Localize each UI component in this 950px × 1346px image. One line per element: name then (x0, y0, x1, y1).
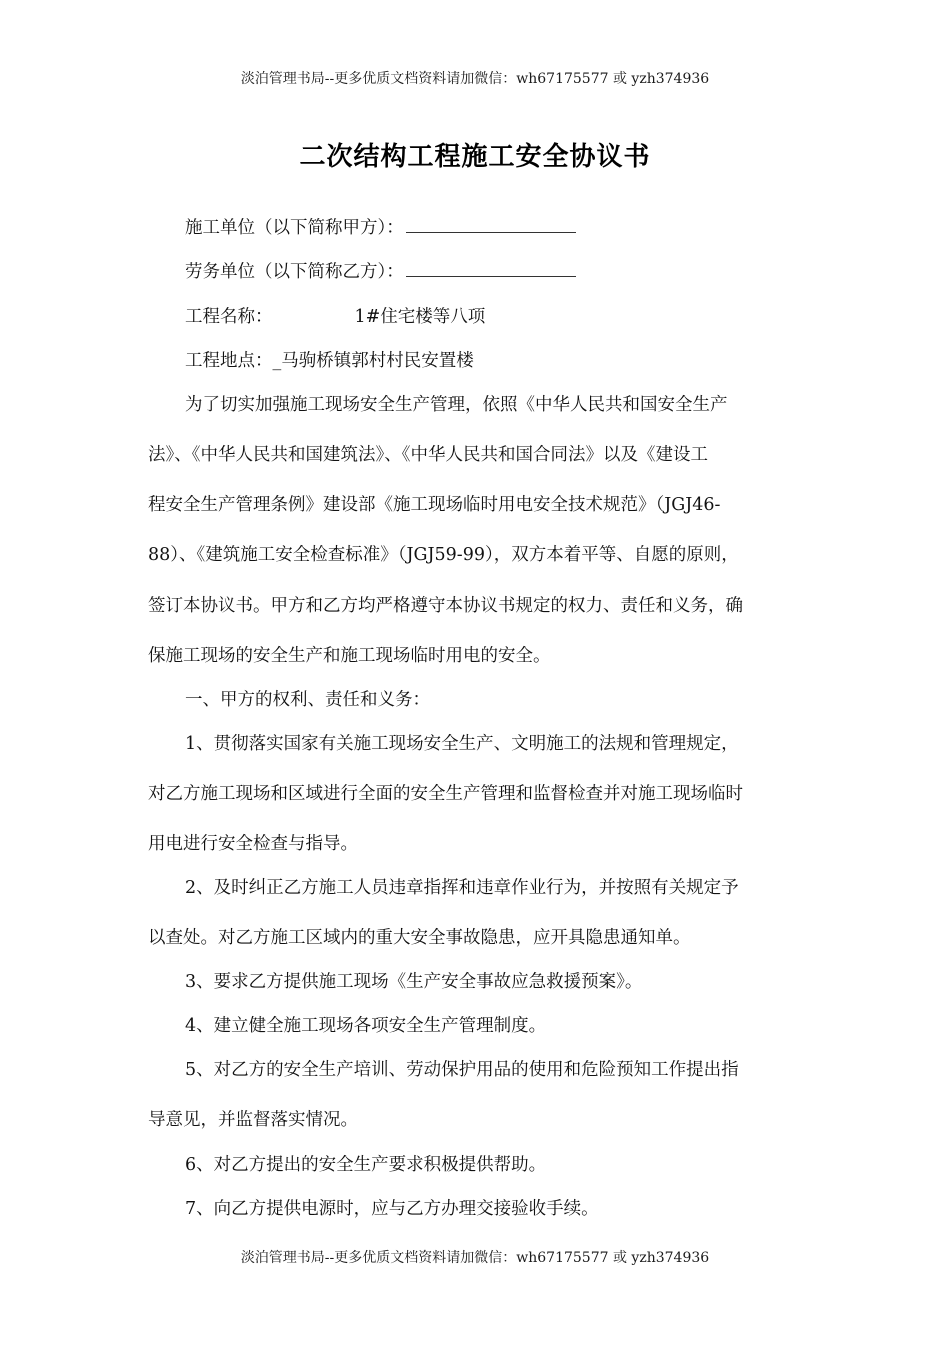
party-a-label: 施工单位（以下简称甲方）： (185, 218, 404, 238)
section-heading: 一、甲方的权利、责任和义务： (185, 690, 430, 710)
party-b-blank (406, 262, 576, 277)
intro-line: 为了切实加强施工现场安全生产管理，依照《中华人民共和国安全生产 (185, 395, 728, 415)
item-line: 6、对乙方提出的安全生产要求积极提供帮助。 (185, 1155, 547, 1175)
item-line: 5、对乙方的安全生产培训、劳动保护用品的使用和危险预知工作提出指 (185, 1060, 739, 1080)
intro-line: 法》、《中华人民共和国建筑法》、《中华人民共和国合同法》以及《建设工 (148, 445, 708, 465)
party-b-label: 劳务单位（以下简称乙方）： (185, 262, 404, 282)
item-line: 以查处。对乙方施工区域内的重大安全事故隐患，应开具隐患通知单。 (148, 928, 691, 948)
intro-line: 程安全生产管理条例》建设部《施工现场临时用电安全技术规范》（JGJ46- (148, 495, 721, 515)
item-line: 3、要求乙方提供施工现场《生产安全事故应急救援预案》。 (185, 972, 643, 992)
item-line: 用电进行安全检查与指导。 (148, 834, 358, 854)
item-line: 7、向乙方提供电源时，应与乙方办理交接验收手续。 (185, 1199, 599, 1219)
document-title: 二次结构工程施工安全协议书 (299, 142, 651, 172)
intro-line: 88）、《建筑施工安全检查标准》（JGJ59-99），双方本着平等、自愿的原则， (148, 545, 739, 565)
page-footer: 淡泊管理书局--更多优质文档资料请加微信：wh67175577 或 yzh374936 (240, 1250, 710, 1266)
project-name-field (185, 305, 485, 329)
item-line: 4、建立健全施工现场各项安全生产管理制度。 (185, 1016, 547, 1036)
party-a-blank (406, 218, 576, 233)
project-name-label: 工程名称： (185, 307, 273, 327)
item-line: 2、及时纠正乙方施工人员违章指挥和违章作业行为，并按照有关规定予 (185, 878, 739, 898)
party-b-field (185, 260, 576, 284)
intro-line: 签订本协议书。甲方和乙方均严格遵守本协议书规定的权力、责任和义务，确 (148, 596, 743, 616)
item-line: 1、贯彻落实国家有关施工现场安全生产、文明施工的法规和管理规定， (185, 734, 739, 754)
page-header: 淡泊管理书局--更多优质文档资料请加微信：wh67175577 或 yzh374936 (240, 71, 710, 87)
item-line: 对乙方施工现场和区域进行全面的安全生产管理和监督检查并对施工现场临时 (148, 784, 743, 804)
project-site-field: 工程地点：_马驹桥镇郭村村民安置楼 (185, 351, 474, 371)
project-name-value: 1#住宅楼等八项 (354, 307, 486, 327)
intro-line: 保施工现场的安全生产和施工现场临时用电的安全。 (148, 646, 551, 666)
party-a-field (185, 216, 576, 240)
item-line: 导意见，并监督落实情况。 (148, 1110, 358, 1130)
